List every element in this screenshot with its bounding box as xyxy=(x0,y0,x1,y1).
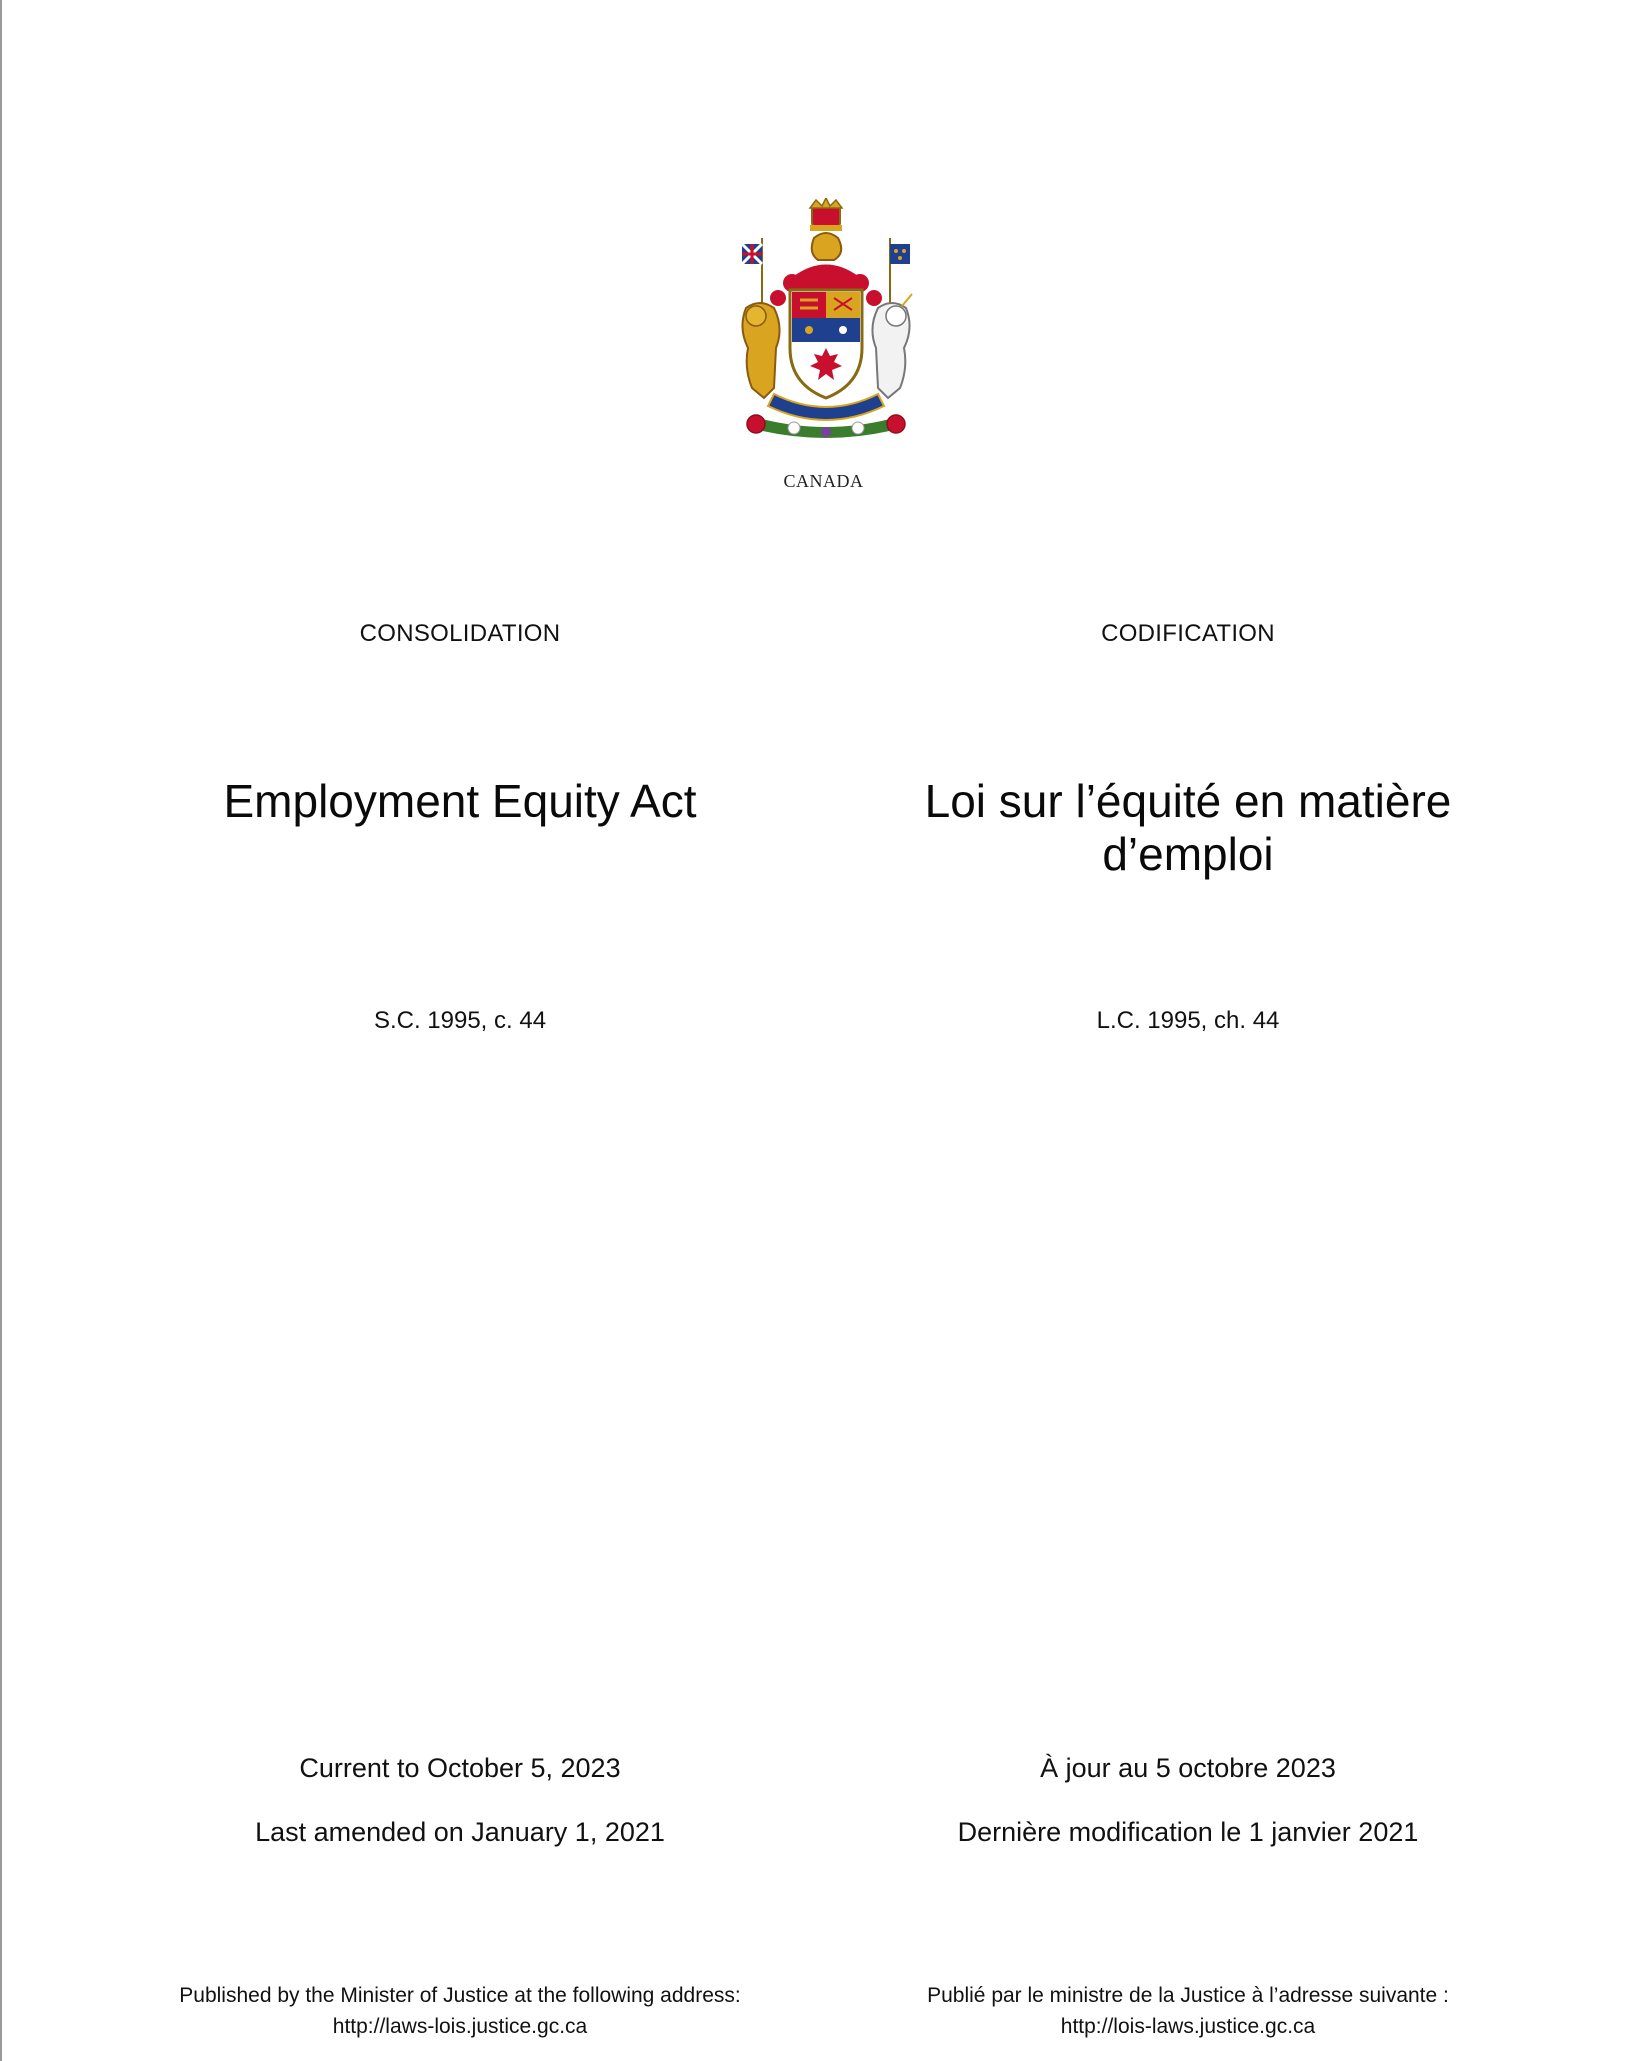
french-citation: L.C. 1995, ch. 44 xyxy=(1096,1007,1280,1034)
french-act-title: Loi sur l’équité en matière d’emploi xyxy=(924,775,1452,880)
page-left-border xyxy=(0,0,2,2061)
french-last-amended: Dernière modification le 1 janvier 2021 xyxy=(957,1817,1419,1847)
french-published-by: Publié par le ministre de la Justice à l’adresse suivante : xyxy=(927,1984,1449,2007)
french-url-link[interactable]: http://lois-laws.justice.gc.ca xyxy=(1060,2015,1316,2038)
french-published-block xyxy=(888,1980,1488,2042)
english-published-by: Published by the Minister of Justice at the following address: xyxy=(179,1984,741,2007)
english-current-to: Current to October 5, 2023 xyxy=(299,1753,621,1783)
french-current-to: À jour au 5 octobre 2023 xyxy=(1040,1753,1336,1783)
english-url-link[interactable]: http://laws-lois.justice.gc.ca xyxy=(332,2015,588,2038)
country-name: CANADA xyxy=(783,471,864,491)
consolidation-label: CONSOLIDATION xyxy=(359,620,561,647)
codification-label: CODIFICATION xyxy=(1101,620,1275,647)
coat-of-arms-icon xyxy=(734,198,918,444)
english-published-block xyxy=(160,1980,760,2042)
english-last-amended: Last amended on January 1, 2021 xyxy=(255,1817,665,1847)
english-act-title: Employment Equity Act xyxy=(223,775,697,827)
english-citation: S.C. 1995, c. 44 xyxy=(373,1007,547,1034)
crown-icon xyxy=(810,198,842,231)
